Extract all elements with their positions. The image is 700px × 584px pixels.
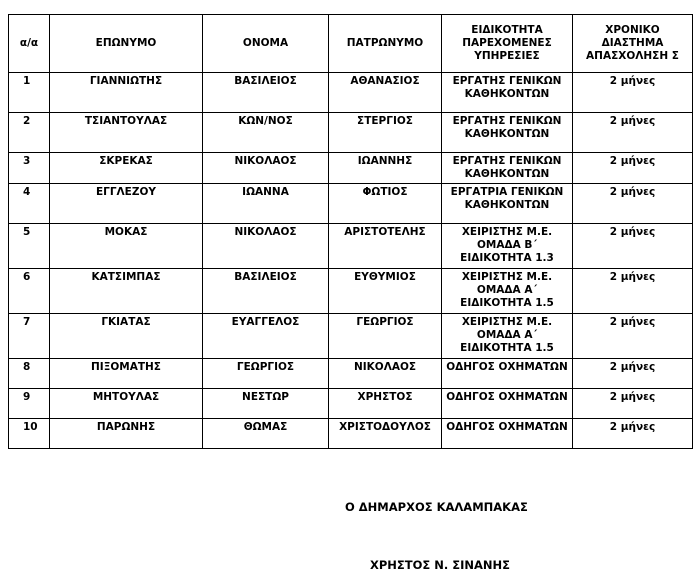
cell-surname: ΠΑΡΩΝΗΣ	[50, 419, 203, 449]
table-row	[9, 419, 693, 449]
cell-name: ΝΕΣΤΩΡ	[203, 389, 329, 419]
cell-no: 8	[9, 359, 50, 389]
cell-duration: 2 μήνες	[573, 359, 693, 389]
header-name: ΟΝΟΜΑ	[203, 15, 329, 73]
cell-no: 10	[9, 419, 50, 449]
cell-name: ΝΙΚΟΛΑΟΣ	[203, 153, 329, 184]
table-header-row	[9, 15, 693, 73]
cell-surname: ΓΚΙΑΤΑΣ	[50, 314, 203, 359]
cell-specialty: ΟΔΗΓΟΣ ΟΧΗΜΑΤΩΝ	[442, 389, 573, 419]
cell-father: ΧΡΗΣΤΟΣ	[329, 389, 442, 419]
cell-specialty: ΧΕΙΡΙΣΤΗΣ Μ.Ε. ΟΜΑΔΑ Β΄ ΕΙΔΙΚΟΤΗΤΑ 1.3	[442, 224, 573, 269]
cell-name: ΚΩΝ/ΝΟΣ	[203, 113, 329, 153]
cell-specialty: ΕΡΓΑΤΡΙΑ ΓΕΝΙΚΩΝ ΚΑΘΗΚΟΝΤΩΝ	[442, 184, 573, 224]
cell-duration: 2 μήνες	[573, 269, 693, 314]
cell-surname: ΠΙΞΟΜΑΤΗΣ	[50, 359, 203, 389]
cell-duration: 2 μήνες	[573, 113, 693, 153]
cell-surname: ΜΗΤΟΥΛΑΣ	[50, 389, 203, 419]
cell-duration: 2 μήνες	[573, 224, 693, 269]
cell-specialty: ΧΕΙΡΙΣΤΗΣ Μ.Ε. ΟΜΑΔΑ Α΄ ΕΙΔΙΚΟΤΗΤΑ 1.5	[442, 269, 573, 314]
cell-father: ΓΕΩΡΓΙΟΣ	[329, 314, 442, 359]
table-row	[9, 73, 693, 113]
cell-duration: 2 μήνες	[573, 314, 693, 359]
header-duration: ΧΡΟΝΙΚΟ ΔΙΑΣΤΗΜΑ ΑΠΑΣΧΟΛΗΣΗ Σ	[573, 15, 693, 73]
mayor-title: Ο ΔΗΜΑΡΧΟΣ ΚΑΛΑΜΠΑΚΑΣ	[345, 500, 528, 514]
cell-surname: ΜΟΚΑΣ	[50, 224, 203, 269]
table-row	[9, 153, 693, 184]
cell-specialty: ΟΔΗΓΟΣ ΟΧΗΜΑΤΩΝ	[442, 359, 573, 389]
header-surname: ΕΠΩΝΥΜΟ	[50, 15, 203, 73]
header-specialty: ΕΙΔΙΚΟΤΗΤΑ ΠΑΡΕΧΟΜΕΝΕΣ ΥΠΗΡΕΣΙΕΣ	[442, 15, 573, 73]
cell-duration: 2 μήνες	[573, 419, 693, 449]
cell-specialty: ΕΡΓΑΤΗΣ ΓΕΝΙΚΩΝ ΚΑΘΗΚΟΝΤΩΝ	[442, 113, 573, 153]
cell-father: ΣΤΕΡΓΙΟΣ	[329, 113, 442, 153]
cell-duration: 2 μήνες	[573, 389, 693, 419]
cell-specialty: ΕΡΓΑΤΗΣ ΓΕΝΙΚΩΝ ΚΑΘΗΚΟΝΤΩΝ	[442, 73, 573, 113]
table-row	[9, 389, 693, 419]
header-no: α/α	[9, 15, 50, 73]
staff-table	[8, 14, 693, 449]
cell-no: 5	[9, 224, 50, 269]
cell-name: ΕΥΑΓΓΕΛΟΣ	[203, 314, 329, 359]
cell-no: 6	[9, 269, 50, 314]
cell-duration: 2 μήνες	[573, 153, 693, 184]
cell-surname: ΓΙΑΝΝΙΩΤΗΣ	[50, 73, 203, 113]
mayor-name: ΧΡΗΣΤΟΣ Ν. ΣΙΝΑΝΗΣ	[370, 558, 511, 572]
cell-father: ΧΡΙΣΤΟΔΟΥΛΟΣ	[329, 419, 442, 449]
cell-no: 3	[9, 153, 50, 184]
cell-duration: 2 μήνες	[573, 73, 693, 113]
cell-name: ΘΩΜΑΣ	[203, 419, 329, 449]
cell-duration: 2 μήνες	[573, 184, 693, 224]
cell-specialty: ΕΡΓΑΤΗΣ ΓΕΝΙΚΩΝ ΚΑΘΗΚΟΝΤΩΝ	[442, 153, 573, 184]
table-row	[9, 314, 693, 359]
cell-father: ΝΙΚΟΛΑΟΣ	[329, 359, 442, 389]
cell-father: ΙΩΑΝΝΗΣ	[329, 153, 442, 184]
cell-name: ΓΕΩΡΓΙΟΣ	[203, 359, 329, 389]
table-row	[9, 184, 693, 224]
cell-no: 7	[9, 314, 50, 359]
cell-father: ΑΡΙΣΤΟΤΕΛΗΣ	[329, 224, 442, 269]
cell-father: ΕΥΘΥΜΙΟΣ	[329, 269, 442, 314]
cell-surname: ΚΑΤΣΙΜΠΑΣ	[50, 269, 203, 314]
cell-no: 9	[9, 389, 50, 419]
table-row	[9, 359, 693, 389]
table-row	[9, 224, 693, 269]
table-row	[9, 269, 693, 314]
table-row	[9, 113, 693, 153]
table-body	[9, 73, 693, 449]
cell-name: ΝΙΚΟΛΑΟΣ	[203, 224, 329, 269]
cell-no: 1	[9, 73, 50, 113]
cell-name: ΒΑΣΙΛΕΙΟΣ	[203, 269, 329, 314]
cell-father: ΑΘΑΝΑΣΙΟΣ	[329, 73, 442, 113]
cell-surname: ΣΚΡΕΚΑΣ	[50, 153, 203, 184]
cell-name: ΒΑΣΙΛΕΙΟΣ	[203, 73, 329, 113]
cell-specialty: ΧΕΙΡΙΣΤΗΣ Μ.Ε. ΟΜΑΔΑ Α΄ ΕΙΔΙΚΟΤΗΤΑ 1.5	[442, 314, 573, 359]
cell-father: ΦΩΤΙΟΣ	[329, 184, 442, 224]
cell-surname: ΤΣΙΑΝΤΟΥΛΑΣ	[50, 113, 203, 153]
cell-surname: ΕΓΓΛΕΖΟΥ	[50, 184, 203, 224]
cell-no: 4	[9, 184, 50, 224]
cell-no: 2	[9, 113, 50, 153]
header-father: ΠΑΤΡΩΝΥΜΟ	[329, 15, 442, 73]
cell-specialty: ΟΔΗΓΟΣ ΟΧΗΜΑΤΩΝ	[442, 419, 573, 449]
cell-name: ΙΩΑΝΝΑ	[203, 184, 329, 224]
